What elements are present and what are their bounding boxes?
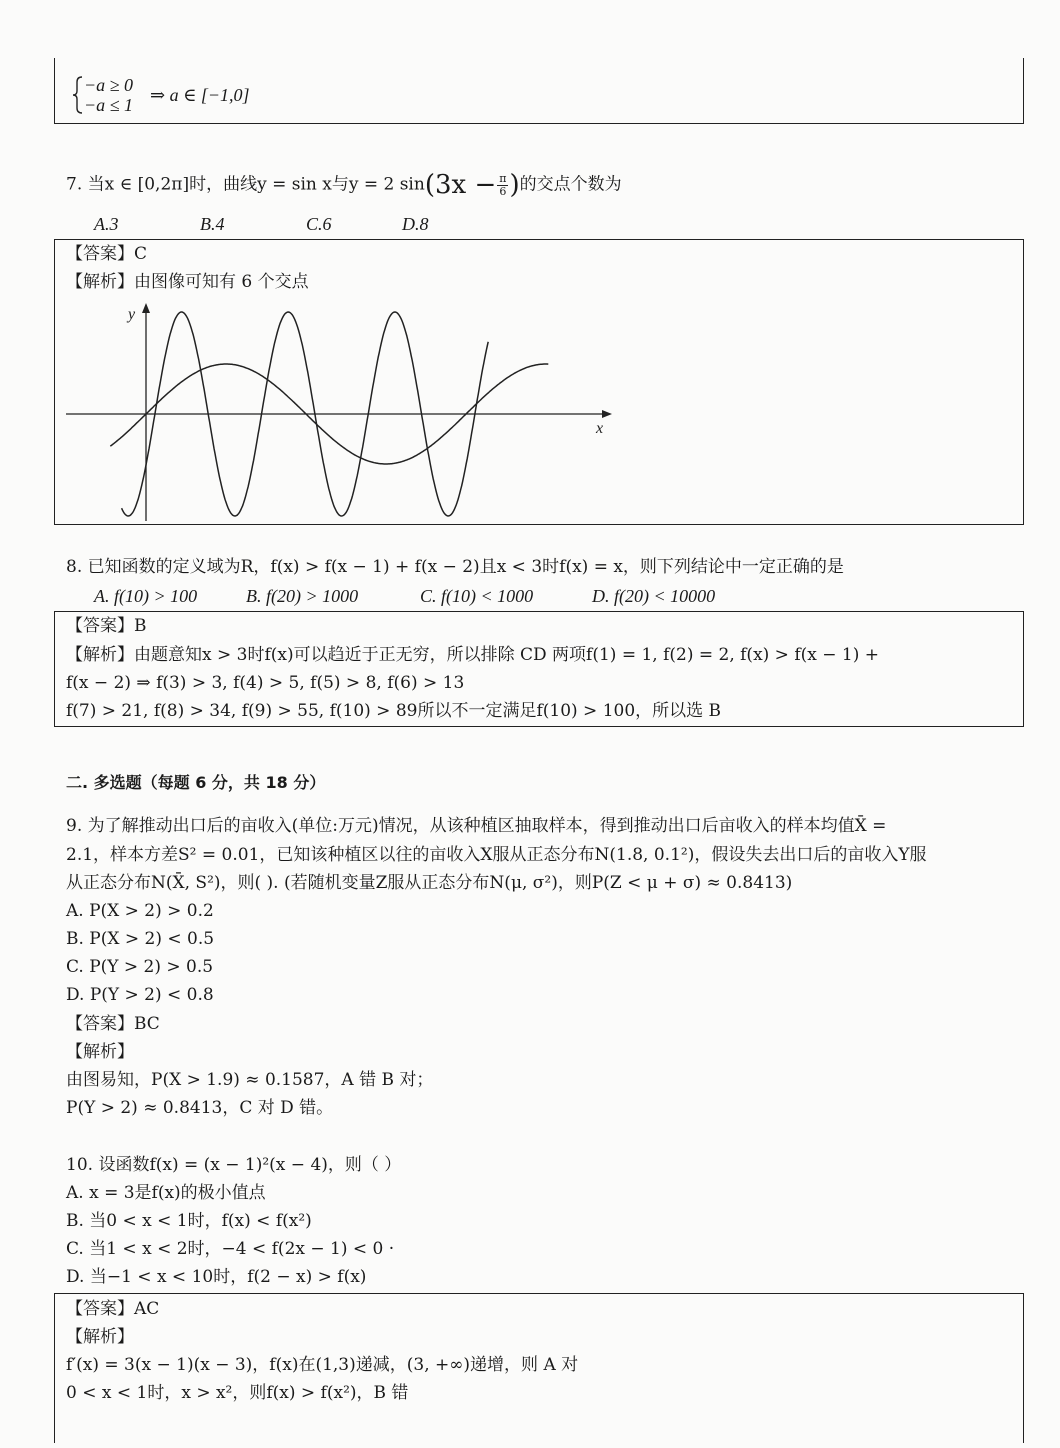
- q10-option-a: A. x = 3是f(x)的极小值点: [66, 1183, 266, 1203]
- q10-analysis-label: 【解析】: [66, 1327, 134, 1347]
- system-line-2: −a ≤ 1: [84, 95, 134, 115]
- q9-option-a: A. P(X > 2) > 0.2: [66, 901, 214, 921]
- q7-option-a: A.3: [94, 214, 119, 234]
- y-axis-label: y: [128, 306, 136, 323]
- y-axis-arrow: [142, 303, 150, 313]
- q7-stem-tail: 的交点个数为: [519, 174, 622, 195]
- q7-graph: [60, 295, 630, 523]
- q8-option-c: C. f(10) < 1000: [420, 586, 534, 606]
- q7-option-c: C.6: [306, 214, 332, 234]
- q8-stem: 8. 已知函数的定义域为R，f(x) > f(x − 1) + f(x − 2)且x < 3时f(x) = x，则下列结论中一定正确的是: [66, 557, 844, 577]
- q8-analysis-1: 【解析】由题意知x > 3时f(x)可以趋近于正无穷，所以排除 CD 两项f(1) = 1, f(2) = 2, f(x) > f(x − 1) +: [66, 645, 879, 665]
- q10-answer: 【答案】AC: [66, 1299, 160, 1319]
- system-result: ⇒ a ∈ [−1,0]: [150, 85, 250, 105]
- q7-fraction: [497, 173, 508, 197]
- q8-answer: 【答案】B: [66, 616, 147, 636]
- q9-line-3: 从正态分布N(X̄, S²)，则( ). (若随机变量Z服从正态分布N(μ, σ²)，则P(Z < μ + σ) ≈ 0.8413): [66, 873, 793, 893]
- q7-paren-open: (3x −: [424, 170, 497, 200]
- section-2-title: 二. 多选题（每题 6 分，共 18 分）: [66, 773, 326, 792]
- q8-option-d: D. f(20) < 10000: [592, 586, 716, 606]
- q7-option-b: B.4: [200, 214, 225, 234]
- q9-option-c: C. P(Y > 2) > 0.5: [66, 957, 214, 977]
- x-axis-arrow: [602, 410, 612, 418]
- q10-analysis-2: 0 < x < 1时，x > x²，则f(x) > f(x²)，B 错: [66, 1383, 409, 1403]
- q7-stem-main: 7. 当x ∈ [0,2π]时，曲线y = sin x与y = 2 sin: [66, 174, 425, 195]
- q7-option-d: D.8: [402, 214, 429, 234]
- q9-analysis-1: 由图易知，P(X > 1.9) ≈ 0.1587，A 错 B 对；: [66, 1070, 434, 1090]
- q8-analysis-3: f(7) > 21, f(8) > 34, f(9) > 55, f(10) > 89所以不一定满足f(10) > 100，所以选 B: [66, 701, 722, 721]
- q10-option-c: C. 当1 < x < 2时，−4 < f(2x − 1) < 0 ·: [66, 1239, 395, 1259]
- q9-option-b: B. P(X > 2) < 0.5: [66, 929, 215, 949]
- q10-option-d: D. 当−1 < x < 10时，f(2 − x) > f(x): [66, 1267, 367, 1287]
- q8-option-b: B. f(20) > 1000: [246, 586, 359, 606]
- q9-answer: 【答案】BC: [66, 1014, 160, 1034]
- q8-analysis-2: f(x − 2) ⇒ f(3) > 3, f(4) > 5, f(5) > 8, f(6) > 13: [66, 673, 465, 693]
- q9-line-2: 2.1，样本方差S² = 0.01，已知该种植区以往的亩收入X服从正态分布N(1.8, 0.1²)，假设失去出口后的亩收入Y服: [66, 845, 927, 865]
- q8-option-a: A. f(10) > 100: [94, 586, 198, 606]
- x-axis-label: x: [596, 420, 604, 437]
- q9-analysis-label: 【解析】: [66, 1042, 134, 1062]
- q7-paren-close: ): [509, 170, 520, 200]
- q10-option-b: B. 当0 < x < 1时，f(x) < f(x²): [66, 1211, 312, 1231]
- q7-frac-den: 6: [499, 184, 507, 198]
- q9-line-1: 9. 为了解推动出口后的亩收入(单位:万元)情况，从该种植区抽取样本，得到推动出口后亩收入的样本均值X̄ =: [66, 816, 887, 836]
- q9-option-d: D. P(Y > 2) < 0.8: [66, 985, 214, 1005]
- q10-analysis-1: f′(x) = 3(x − 1)(x − 3)，f(x)在(1,3)递减，(3, +∞)递增，则 A 对: [66, 1355, 579, 1375]
- q7-frac-num: π: [499, 171, 507, 185]
- q7-analysis: 【解析】由图像可知有 6 个交点: [66, 272, 309, 292]
- system-brace: [72, 76, 84, 114]
- q7-answer: 【答案】C: [66, 244, 148, 264]
- system-line-1: −a ≥ 0: [84, 75, 134, 95]
- q9-analysis-2: P(Y > 2) ≈ 0.8413，C 对 D 错。: [66, 1098, 334, 1118]
- q10-stem: 10. 设函数f(x) = (x − 1)²(x − 4)，则（ ）: [66, 1155, 402, 1175]
- q7-stem: [66, 172, 622, 198]
